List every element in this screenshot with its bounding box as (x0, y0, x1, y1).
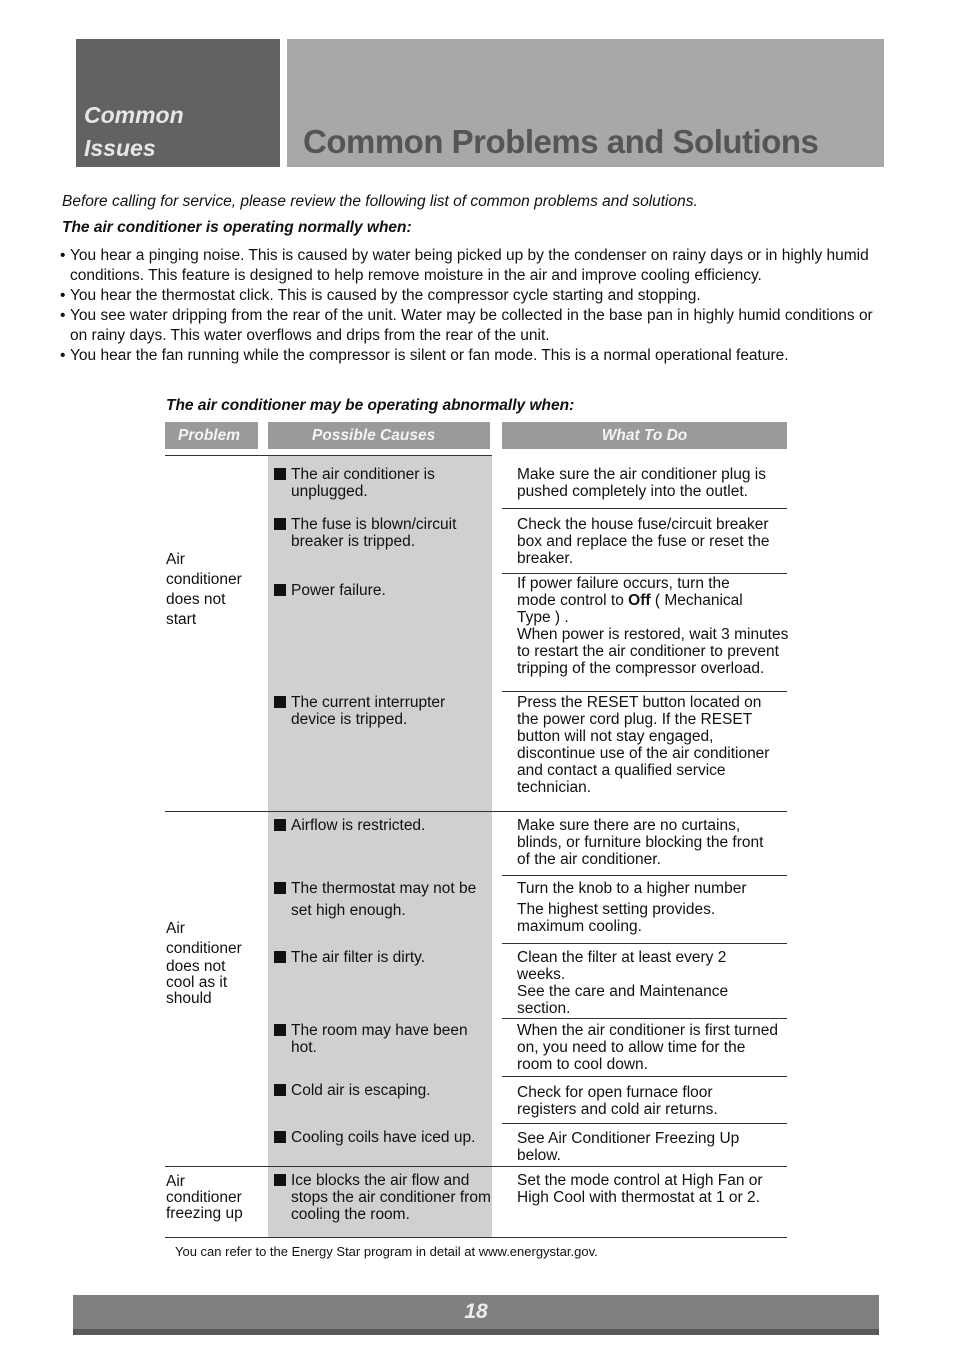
column-header-problem: Problem (165, 422, 258, 449)
footer-underline (73, 1329, 879, 1335)
bullet-square-icon (274, 584, 286, 596)
cause-cell: The room may have been hot. (274, 1022, 492, 1056)
list-item: • You hear the fan running while the compressor is silent or fan mode. This is a normal operational feature. (60, 346, 890, 366)
bullet-square-icon (274, 518, 286, 530)
divider (165, 1237, 787, 1238)
divider (502, 1076, 787, 1077)
list-item: • You hear a pinging noise. This is caused by water being picked up by the condenser on rainy days or in highly humid conditions. This feature is designed to help remove moisture in the air and improve cooling efficiency. (60, 246, 890, 286)
title-banner (287, 39, 884, 167)
problem-does-not-cool: Air conditioner does not cool as it should (166, 920, 242, 1007)
cause-cell: The air conditioner is unplugged. (274, 466, 492, 500)
causes-column-background (268, 455, 492, 1237)
page-title: Common Problems and Solutions (303, 123, 819, 160)
list-item: • You hear the thermostat click. This is caused by the compressor cycle starting and stopping. (60, 286, 890, 306)
normal-operation-list (60, 246, 890, 366)
cause-cell: The air filter is dirty. (274, 949, 492, 966)
solution-cell: Press the RESET button located on the power cord plug. If the RESET button will not stay engaged, discontinue use of the air conditioner and contact a qualified service technician. (517, 694, 770, 796)
cause-cell: The fuse is blown/circuit breaker is tripped. (274, 516, 492, 550)
abnormal-operation-heading: The air conditioner may be operating abnormally when: (166, 397, 575, 414)
problem-freezing-up: Air conditioner freezing up (166, 1173, 243, 1222)
solution-cell: Make sure the air conditioner plug is pushed completely into the outlet. (517, 466, 766, 500)
divider (502, 875, 787, 876)
solution-cell: Set the mode control at High Fan or High Cool with thermostat at 1 or 2. (517, 1172, 763, 1206)
column-header-causes: Possible Causes (268, 422, 490, 449)
bullet-square-icon (274, 696, 286, 708)
cause-cell: Ice blocks the air flow and stops the air conditioner from cooling the room. (274, 1172, 492, 1223)
divider (502, 943, 787, 944)
bullet-square-icon (274, 1084, 286, 1096)
intro-text: Before calling for service, please review the following list of common problems and solutions. (62, 193, 698, 210)
bullet-square-icon (274, 1131, 286, 1143)
bullet-square-icon (274, 819, 286, 831)
list-item: • You see water dripping from the rear of the unit. Water may be collected in the base pan in highly humid conditions or on rainy days. This water overflows and drips from the rear of the unit. (60, 306, 890, 346)
solution-cell: Clean the filter at least every 2 weeks. See the care and Maintenance section. (517, 949, 729, 1017)
bullet-square-icon (274, 951, 286, 963)
divider (502, 1123, 787, 1124)
divider (502, 691, 787, 692)
solution-cell: See Air Conditioner Freezing Up below. (517, 1130, 740, 1164)
divider (165, 455, 492, 456)
divider (502, 1018, 787, 1019)
solution-cell: When the air conditioner is first turned on, you need to allow time for the room to cool down. (517, 1022, 779, 1073)
problem-does-not-start: Air conditioner does not start (166, 551, 242, 628)
cause-cell: The current interrupter device is tripped. (274, 694, 492, 728)
divider (165, 1166, 787, 1167)
cause-cell: Cooling coils have iced up. (274, 1129, 498, 1146)
cause-cell: The thermostat may not be set high enough. (274, 878, 492, 922)
column-header-todo: What To Do (502, 422, 787, 449)
divider (502, 508, 787, 509)
section-label: Common Issues (84, 102, 184, 161)
bullet-square-icon (274, 882, 286, 894)
section-tab (76, 39, 280, 167)
bullet-square-icon (274, 1174, 286, 1186)
footnote: You can refer to the Energy Star program in detail at www.energystar.gov. (175, 1244, 598, 1259)
divider (165, 811, 787, 812)
footer-bar (73, 1295, 879, 1329)
solution-cell: Check the house fuse/circuit breaker box and replace the fuse or reset the breaker. (517, 516, 770, 567)
divider (502, 573, 787, 574)
solution-cell: Turn the knob to a higher number The highest setting provides. maximum cooling. (517, 880, 747, 935)
cause-cell: Power failure. (274, 582, 492, 599)
cause-cell: Cold air is escaping. (274, 1082, 492, 1099)
solution-cell: If power failure occurs, turn the mode control to Off ( Mechanical Type ) . When power is restored, wait 3 minutes to restart the air conditioner to prevent tripping of the compressor overload. (517, 575, 789, 677)
page-number: 18 (464, 1300, 488, 1323)
solution-cell: Make sure there are no curtains, blinds, or furniture blocking the front of the air conditioner. (517, 817, 764, 868)
bullet-square-icon (274, 1024, 286, 1036)
bullet-square-icon (274, 468, 286, 480)
cause-cell: Airflow is restricted. (274, 817, 492, 834)
solution-cell: Check for open furnace floor registers and cold air returns. (517, 1084, 718, 1118)
normal-operation-heading: The air conditioner is operating normally when: (62, 219, 412, 236)
